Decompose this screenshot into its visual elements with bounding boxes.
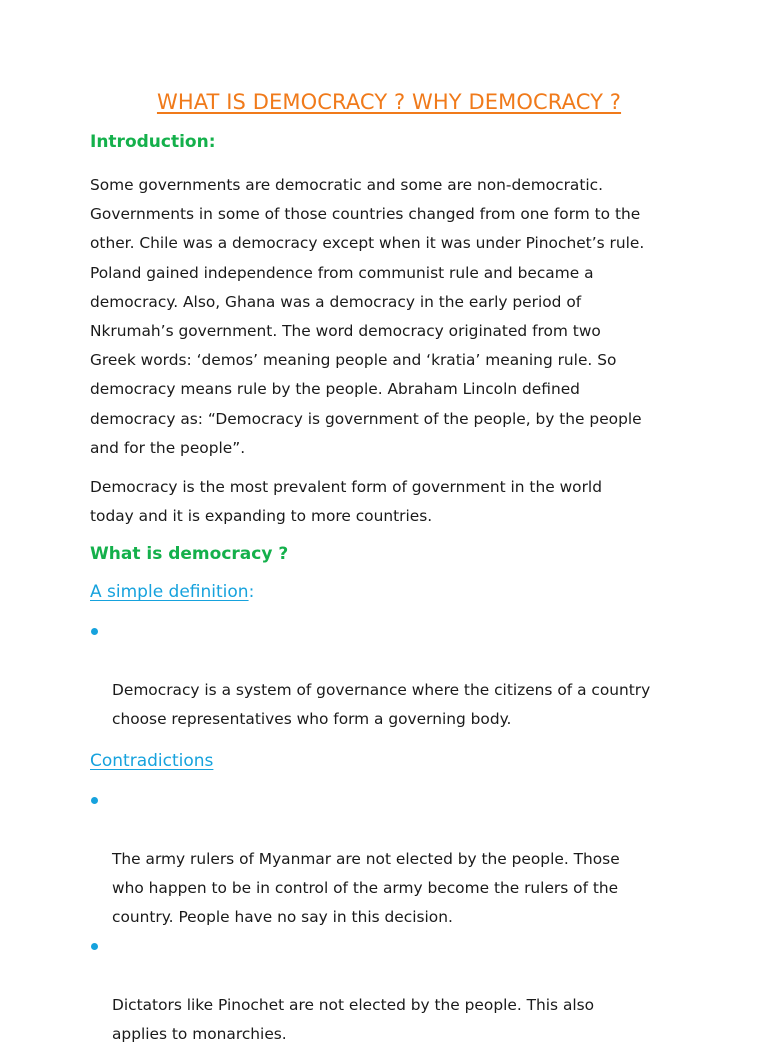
introduction-heading: Introduction:: [90, 132, 216, 152]
bullet-dot-icon: [91, 797, 98, 804]
contradictions-list: [90, 786, 690, 1049]
list-item: [90, 617, 690, 734]
intro-paragraph-2: Democracy is the most prevalent form of government in the world today and it is expanding to more countries.: [90, 478, 602, 526]
document-page: [90, 90, 690, 1049]
definition-item-text: Democracy is a system of governance where the citizens of a country choose representatives who form a governing body.: [112, 680, 651, 729]
contradiction-item-text: The army rulers of Myanmar are not elected by the people. Those who happen to be in control of the army become the rulers of the country. People have no say in this decision.: [112, 849, 620, 927]
list-item: [90, 932, 690, 1049]
list-item: [90, 786, 690, 932]
simple-definition-heading: A simple definition: [90, 582, 249, 603]
intro-paragraph-1: Some governments are democratic and some are non-democratic. Governments in some of those countries changed from one form to the other. Chile was a democracy except when it was under Pinochet’s rule. Poland gained independence from communist rule and became a democracy. Also, Ghana was a democracy in the early period of Nkrumah’s government. The word democracy originated from two Greek words: ‘demos’ meaning people and ‘kratia’ meaning rule. So democracy means rule by the people. Abraham Lincoln defined democracy as: “Democracy is government of the people, by the people and for the people”.: [90, 176, 645, 457]
simple-definition-colon: :: [248, 582, 255, 603]
simple-definition-heading-row: [90, 582, 690, 602]
bullet-dot-icon: [91, 943, 98, 950]
contradictions-heading: Contradictions: [90, 751, 214, 772]
document-title: WHAT IS DEMOCRACY ? WHY DEMOCRACY ?: [156, 90, 622, 114]
contradiction-item-text: Dictators like Pinochet are not elected by the people. This also applies to monarchies.: [112, 995, 595, 1043]
bullet-dot-icon: [91, 628, 98, 635]
what-is-democracy-heading: What is democracy ?: [90, 544, 289, 565]
definition-list: [90, 617, 690, 734]
